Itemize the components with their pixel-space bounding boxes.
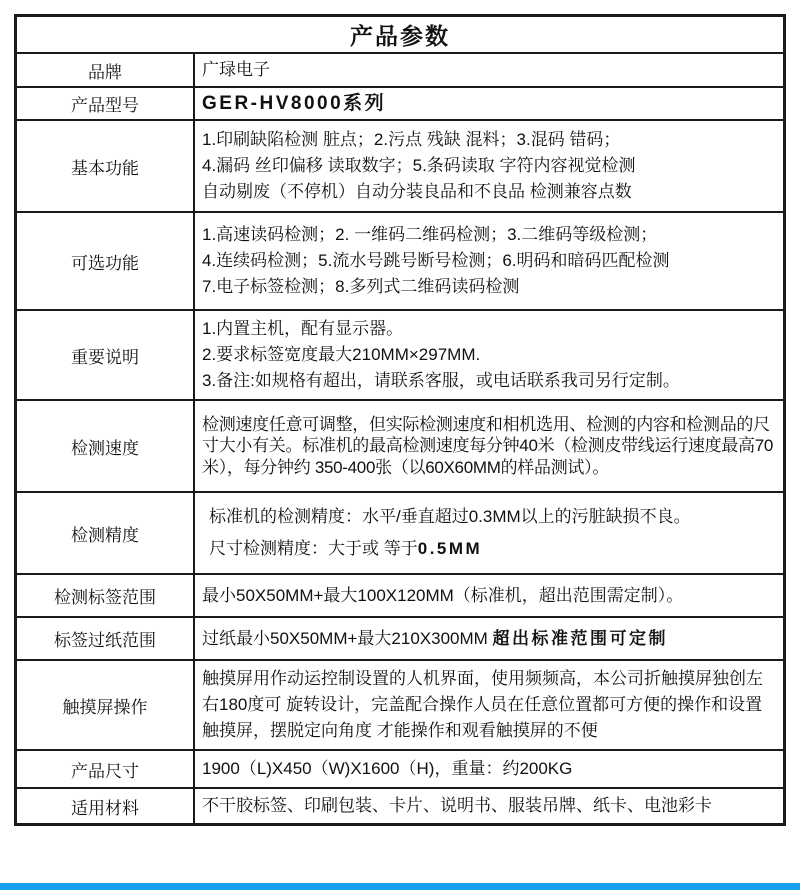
row-label: 标签过纸范围 [17, 618, 195, 659]
table-row [17, 86, 783, 119]
table-row [17, 787, 783, 823]
value-text: 超出标准范围可定制 [492, 628, 669, 648]
row-label: 重要说明 [17, 311, 195, 399]
table-row [17, 749, 783, 787]
row-label: 适用材料 [17, 789, 195, 823]
table-row [17, 491, 783, 573]
row-label: 检测精度 [17, 493, 195, 573]
table-row [17, 399, 783, 491]
value-text: 检测速度任意可调整，但实际检测速度和相机选用、检测的内容和检测品的尺寸大小有关。标准机的最高检测速度每分钟40米（检测皮带线运行速度最高70米），每分钟约 350-400张（以60X60MM的样品测试）。 [202, 414, 774, 477]
value-text: GER-HV8000系列 [202, 92, 387, 114]
value-text: 1.内置主机，配有显示器。 [202, 319, 404, 338]
table-row [17, 211, 783, 309]
row-label: 产品型号 [17, 88, 195, 119]
bottom-accent-bar [0, 883, 800, 890]
row-value [195, 121, 783, 211]
table-row [17, 659, 783, 749]
value-text: 过纸最小50X50MM+最大210X300MM [202, 628, 493, 648]
value-text: 尺寸检测精度：大于或 等于 [209, 539, 418, 558]
value-text: 4.连续码检测；5.流水号跳号断号检测；6.明码和暗码匹配检测 [202, 251, 670, 270]
row-value [195, 493, 783, 573]
value-text: 广琭电子 [202, 60, 270, 79]
value-text: 自动剔废（不停机）自动分装良品和不良品 检测兼容点数 [202, 182, 632, 201]
value-text: 1900（L)X450（W)X1600（H)，重量：约200KG [202, 759, 573, 778]
spec-rows [17, 52, 783, 823]
row-value [195, 401, 783, 491]
value-text: 0.5MM [417, 539, 483, 558]
row-value [195, 575, 783, 616]
table-row [17, 309, 783, 399]
value-text: 2.要求标签宽度最大210MM×297MM. [202, 345, 481, 364]
value-text: 1.高速读码检测；2. 一维码二维码检测；3.二维码等级检测； [202, 225, 658, 244]
row-value [195, 661, 783, 749]
row-value [195, 789, 783, 823]
table-title: 产品参数 [350, 23, 450, 49]
row-label: 基本功能 [17, 121, 195, 211]
value-text: 最小50X50MM+最大100X120MM（标准机，超出范围需定制）。 [202, 585, 684, 605]
table-row [17, 573, 783, 616]
value-text: 标准机的检测精度：水平/垂直超过0.3MM以上的污脏缺损不良。 [209, 507, 691, 526]
row-value [195, 751, 783, 787]
row-label: 检测标签范围 [17, 575, 195, 616]
row-label: 触摸屏操作 [17, 661, 195, 749]
row-label: 品牌 [17, 54, 195, 86]
table-row [17, 119, 783, 211]
row-value [195, 54, 783, 86]
value-text: 触摸屏用作动运控制设置的人机界面，使用频频高，本公司折触摸屏独创左右180度可 旋转设计，完盖配合操作人员在任意位置都可方便的操作和设置触摸屏，摆脱定向角度 才能操作和观看触摸屏的不便 [202, 669, 763, 740]
row-value [195, 88, 783, 119]
table-row [17, 52, 783, 86]
row-label: 产品尺寸 [17, 751, 195, 787]
product-spec-table [14, 14, 786, 826]
row-value [195, 213, 783, 309]
row-label: 检测速度 [17, 401, 195, 491]
table-row [17, 616, 783, 659]
value-text: 4.漏码 丝印偏移 读取数字；5.条码读取 字符内容视觉检测 [202, 156, 636, 175]
value-text: 1.印刷缺陷检测 脏点；2.污点 残缺 混料；3.混码 错码； [202, 130, 621, 149]
value-text: 7.电子标签检测；8.多列式二维码读码检测 [202, 277, 520, 296]
row-label: 可选功能 [17, 213, 195, 309]
row-value [195, 311, 783, 399]
row-value [195, 618, 783, 659]
value-text: 不干胶标签、印刷包装、卡片、说明书、服装吊牌、纸卡、电池彩卡 [202, 796, 712, 815]
value-text: 3.备注:如规格有超出，请联系客服，或电话联系我司另行定制。 [202, 371, 680, 390]
